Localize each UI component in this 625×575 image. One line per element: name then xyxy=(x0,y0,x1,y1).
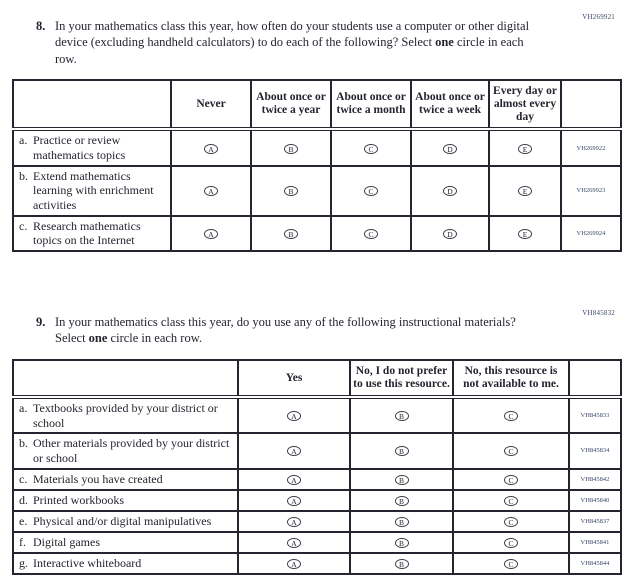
question-8-text xyxy=(55,18,548,67)
row-letter: f. xyxy=(19,534,26,549)
option-cell xyxy=(411,216,489,251)
question-9-text-pre: In your mathematics class this year, do you use any of the following instructional materials? Select xyxy=(55,314,516,345)
question-8-table xyxy=(12,79,622,252)
row-label: Printed workbooks xyxy=(33,492,124,507)
row-label-cell xyxy=(13,433,238,468)
row-letter: a. xyxy=(19,401,28,415)
option-circle-e[interactable]: E xyxy=(518,186,532,196)
option-circle-a[interactable]: A xyxy=(287,496,301,506)
row-accession-code: VH845841 xyxy=(569,532,621,553)
option-cell xyxy=(453,469,569,490)
option-circle-e[interactable]: E xyxy=(518,144,532,154)
question-8-accession-code: VH269921 xyxy=(582,13,615,21)
option-cell xyxy=(238,469,350,490)
option-cell xyxy=(453,433,569,468)
table-row xyxy=(13,553,621,574)
option-cell xyxy=(350,532,453,553)
option-circle-c[interactable]: C xyxy=(364,229,378,239)
option-circle-a[interactable]: A xyxy=(287,538,301,548)
option-cell xyxy=(453,397,569,433)
row-label: Other materials provided by your district or school xyxy=(33,436,230,465)
option-circle-c[interactable]: C xyxy=(504,517,518,527)
option-circle-a[interactable]: A xyxy=(287,446,301,456)
question-8-header-row xyxy=(13,80,621,130)
option-circle-c[interactable]: C xyxy=(364,186,378,196)
option-circle-c[interactable]: C xyxy=(504,411,518,421)
table-row xyxy=(13,490,621,511)
row-letter: a. xyxy=(19,133,28,148)
option-circle-a[interactable]: A xyxy=(287,517,301,527)
question-8-code-line xyxy=(0,6,625,21)
row-accession-code: VH269924 xyxy=(561,216,621,251)
option-circle-d[interactable]: D xyxy=(443,144,457,154)
option-cell xyxy=(171,129,251,165)
option-cell xyxy=(411,129,489,165)
question-8-header-empty xyxy=(13,80,171,130)
row-label-cell xyxy=(13,166,171,216)
table-row xyxy=(13,532,621,553)
option-cell xyxy=(331,166,411,216)
row-label-cell xyxy=(13,490,238,511)
option-cell xyxy=(331,216,411,251)
option-cell xyxy=(350,433,453,468)
option-cell xyxy=(238,490,350,511)
table-row xyxy=(13,511,621,532)
option-cell xyxy=(238,553,350,574)
row-accession-code: VH845834 xyxy=(569,433,621,468)
row-label: Textbooks provided by your district or school xyxy=(33,401,218,430)
row-label-cell xyxy=(13,129,171,165)
row-label-cell xyxy=(13,553,238,574)
question-8-number: 8. xyxy=(36,19,46,33)
question-8-text-pre: In your mathematics class this year, how often do your students use a computer or other digital device (excluding handheld calculators) to do each of the following? Select xyxy=(55,19,530,50)
row-label-cell xyxy=(13,532,238,553)
option-cell xyxy=(350,490,453,511)
option-cell xyxy=(453,490,569,511)
row-accession-code: VH845842 xyxy=(569,469,621,490)
row-letter: b. xyxy=(19,436,28,451)
question-8-header-week: About once or twice a week xyxy=(411,80,489,130)
row-label: Materials you have created xyxy=(33,471,163,486)
option-circle-b[interactable]: B xyxy=(395,559,409,569)
row-label-cell xyxy=(13,216,171,251)
question-9-text xyxy=(55,314,548,347)
option-circle-a[interactable]: A xyxy=(287,475,301,485)
option-circle-d[interactable]: D xyxy=(443,186,457,196)
option-circle-b[interactable]: B xyxy=(284,229,298,239)
option-circle-a[interactable]: A xyxy=(287,559,301,569)
option-circle-c[interactable]: C xyxy=(504,538,518,548)
option-cell xyxy=(251,129,331,165)
row-letter: b. xyxy=(19,168,28,183)
option-circle-b[interactable]: B xyxy=(395,411,409,421)
option-cell xyxy=(171,166,251,216)
question-9-code-line xyxy=(0,302,625,317)
option-circle-e[interactable]: E xyxy=(518,229,532,239)
option-circle-a[interactable]: A xyxy=(204,186,218,196)
table-row xyxy=(13,166,621,216)
question-8-header-month: About once or twice a month xyxy=(331,80,411,130)
row-letter: d. xyxy=(19,492,28,507)
row-label: Digital games xyxy=(33,534,100,549)
option-cell xyxy=(489,216,561,251)
row-label-cell xyxy=(13,397,238,433)
question-8 xyxy=(36,18,548,67)
option-cell xyxy=(489,166,561,216)
row-letter: c. xyxy=(19,471,28,486)
question-8-text-bold: one xyxy=(435,35,454,50)
row-letter: c. xyxy=(19,218,28,233)
table-row xyxy=(13,469,621,490)
question-8-header-year: About once or twice a year xyxy=(251,80,331,130)
option-cell xyxy=(238,397,350,433)
option-circle-c[interactable]: C xyxy=(364,144,378,154)
option-cell xyxy=(350,397,453,433)
row-accession-code: VH845837 xyxy=(569,511,621,532)
option-cell xyxy=(453,511,569,532)
option-cell xyxy=(251,166,331,216)
row-accession-code: VH269923 xyxy=(561,166,621,216)
option-cell xyxy=(350,553,453,574)
option-circle-c[interactable]: C xyxy=(504,496,518,506)
question-9-text-bold: one xyxy=(88,331,108,345)
option-cell xyxy=(251,216,331,251)
option-cell xyxy=(238,532,350,553)
option-cell xyxy=(171,216,251,251)
option-cell xyxy=(238,511,350,532)
row-accession-code: VH845844 xyxy=(569,553,621,574)
table-row xyxy=(13,216,621,251)
option-cell xyxy=(453,553,569,574)
row-label: Research mathematics topics on the Internet xyxy=(33,218,141,248)
option-cell xyxy=(238,433,350,468)
option-circle-a[interactable]: A xyxy=(204,229,218,239)
option-cell xyxy=(350,469,453,490)
question-9 xyxy=(36,314,548,347)
row-label: Interactive whiteboard xyxy=(33,555,142,570)
question-9-table xyxy=(12,359,622,574)
row-accession-code: VH269922 xyxy=(561,129,621,165)
option-circle-b[interactable]: B xyxy=(395,446,409,456)
question-8-header-everyday: Every day or almost every day xyxy=(489,80,561,130)
row-accession-code: VH845833 xyxy=(569,397,621,433)
option-circle-b[interactable]: B xyxy=(395,517,409,527)
option-circle-d[interactable]: D xyxy=(443,229,457,239)
option-circle-c[interactable]: C xyxy=(504,559,518,569)
option-circle-b[interactable]: B xyxy=(395,538,409,548)
option-circle-a[interactable]: A xyxy=(287,411,301,421)
row-accession-code: VH845840 xyxy=(569,490,621,511)
question-9-header-yes: Yes xyxy=(238,360,350,397)
row-label: Extend mathematics learning with enrichment activities xyxy=(33,168,154,212)
option-circle-b[interactable]: B xyxy=(284,144,298,154)
row-label: Physical and/or digital manipulatives xyxy=(33,513,212,528)
option-cell xyxy=(489,129,561,165)
option-circle-c[interactable]: C xyxy=(504,446,518,456)
table-row xyxy=(13,129,621,165)
table-row xyxy=(13,433,621,468)
option-cell xyxy=(331,129,411,165)
row-label-cell xyxy=(13,469,238,490)
option-circle-a[interactable]: A xyxy=(204,144,218,154)
question-9-header-empty xyxy=(13,360,238,397)
question-8-header-never: Never xyxy=(171,80,251,130)
table-row xyxy=(13,397,621,433)
question-9-number: 9. xyxy=(36,314,46,329)
question-9-accession-code: VH845832 xyxy=(582,308,615,317)
question-9-text-post: circle in each row. xyxy=(107,331,203,345)
question-9-header-row xyxy=(13,360,621,397)
option-cell xyxy=(350,511,453,532)
question-8-header-code-empty xyxy=(561,80,621,130)
option-cell xyxy=(411,166,489,216)
option-circle-b[interactable]: B xyxy=(395,496,409,506)
row-label: Practice or review mathematics topics xyxy=(33,133,126,162)
question-8-text-post: circle in each row. xyxy=(55,35,524,66)
row-letter: e. xyxy=(19,513,28,528)
row-label-cell xyxy=(13,511,238,532)
option-circle-b[interactable]: B xyxy=(284,186,298,196)
option-circle-c[interactable]: C xyxy=(504,475,518,485)
option-cell xyxy=(453,532,569,553)
question-9-header-no-prefer: No, I do not prefer to use this resource. xyxy=(350,360,453,397)
question-9-header-no-available: No, this resource is not available to me. xyxy=(453,360,569,397)
question-9-header-code-empty xyxy=(569,360,621,397)
row-letter: g. xyxy=(19,555,28,570)
option-circle-b[interactable]: B xyxy=(395,475,409,485)
